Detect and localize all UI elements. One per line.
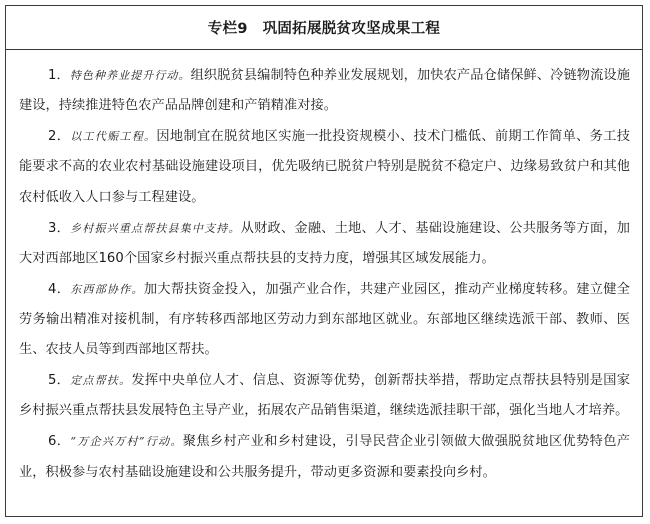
item-number: 6． <box>48 434 71 450</box>
item-heading: 以工代赈工程。 <box>70 130 157 144</box>
item-4 <box>19 275 630 366</box>
item-1 <box>19 61 630 121</box>
item-heading: 乡村振兴重点帮扶县集中支持。 <box>70 221 241 235</box>
item-heading: 特色种养业提升行动。 <box>69 69 191 82</box>
item-number: 4． <box>48 281 71 297</box>
item-body: 组织脱贫县编制特色种养业发展规划，加快农产品仓储保鲜、冷链物流设施建设，持续推进特色农产品品牌创建和产销精准对接。 <box>19 68 630 114</box>
column-title: 专栏9 巩固拓展脱贫攻坚成果工程 <box>207 21 441 37</box>
item-3 <box>19 214 630 274</box>
item-heading: 定点帮扶。 <box>70 374 132 388</box>
item-number: 3． <box>48 220 71 236</box>
item-number: 1． <box>48 68 70 83</box>
item-heading: 东西部协作。 <box>70 282 144 296</box>
item-2 <box>19 122 630 213</box>
title-row <box>6 6 642 50</box>
column-box <box>5 5 643 517</box>
item-body: 发挥中央单位人才、信息、资源等优势，创新帮扶举措，帮助定点帮扶县特别是国家乡村振兴重点帮扶县发展特色主导产业，拓展农产品销售渠道，继续选派挂职干部，强化当地人才培养。 <box>19 373 631 419</box>
item-heading: “万企兴万村”行动。 <box>70 435 183 449</box>
item-body: 加大帮扶资金投入，加强产业合作，共建产业园区，推动产业梯度转移。建立健全劳务输出精准对接机制，有序转移西部地区劳动力到东部地区就业。东部地区继续选派干部、教师、医生、农技人员等到西部地区帮扶。 <box>19 281 630 358</box>
item-number: 5． <box>48 373 71 389</box>
item-5 <box>19 366 630 426</box>
item-body: 从财政、金融、土地、人才、基础设施建设、公共服务等方面，加大对西部地区160个国家乡村振兴重点帮扶县的支持力度，增强其区域发展能力。 <box>19 220 631 266</box>
column-content <box>6 50 642 488</box>
item-body: 因地制宜在脱贫地区实施一批投资规模小、技术门槛低、前期工作简单、务工技能要求不高的农业农村基础设施建设项目，优先吸纳已脱贫户特别是脱贫不稳定户、边缘易致贫户和其他农村低收入人口参与工程建设。 <box>19 129 631 205</box>
item-body: 聚焦乡村产业和乡村建设，引导民营企业引领做大做强脱贫地区优势特色产业，积极参与农村基础设施建设和公共服务提升，带动更多资源和要素投向乡村。 <box>19 434 631 480</box>
item-number: 2． <box>48 129 71 145</box>
item-6 <box>19 427 630 487</box>
